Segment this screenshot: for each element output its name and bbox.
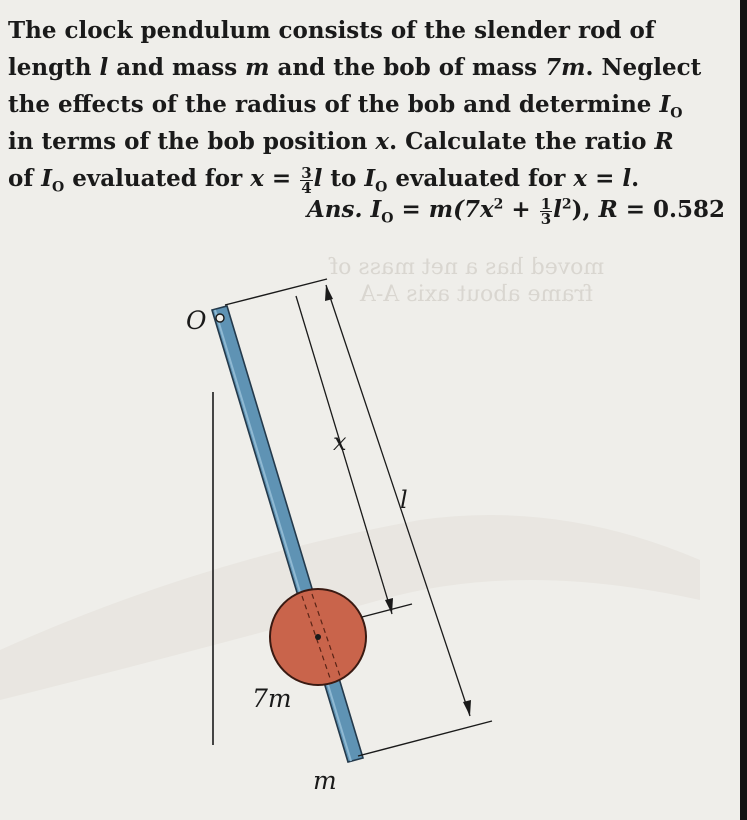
bleed-through-text: moved has a net mass of (330, 255, 605, 280)
pivot-label-O: O (186, 306, 207, 335)
dimension-label-l: l (400, 486, 408, 514)
dimension-extension-bottom (358, 721, 492, 756)
bob-mass-label: 7m (252, 684, 292, 713)
problem-line-5: of $I_O$ evaluated for x = $\frac{3}{4}$ l to $I_O$ evaluated for x = l. (8, 163, 640, 197)
problem-line-4: in terms of the bob position x. Calculate the ratio R (8, 128, 674, 155)
problem-text: The clock pendulum consists of the slender rod of (8, 17, 655, 44)
arrowhead-l-bottom (463, 700, 471, 716)
dimension-extension-bob (362, 604, 412, 617)
fraction-three-quarters: $\frac{3}{4}$ (301, 163, 312, 197)
problem-line-2: length l and mass m and the bob of mass 7m. Neglect (8, 54, 702, 81)
bob-center-dot (315, 634, 321, 640)
arrowhead-x (385, 598, 393, 614)
bleed-through-text: frame about axis A-A (360, 282, 594, 307)
page-edge (740, 0, 747, 820)
arrowhead-l-top (325, 285, 333, 301)
dimension-label-x: x (333, 428, 347, 456)
dimension-extension-top (225, 279, 327, 305)
answer-line: Ans. $I_O = m(7x^2$ + $\frac{1}{3}$ $l^2$), R = 0.582 (306, 194, 725, 228)
answer-label: Ans. (306, 196, 363, 223)
pivot-hole (216, 314, 224, 322)
fraction-one-third: $\frac{1}{3}$ (540, 194, 552, 228)
problem-line-3: the effects of the radius of the bob and determine $I_O$ (8, 91, 683, 122)
rod-mass-label: m (313, 766, 337, 795)
